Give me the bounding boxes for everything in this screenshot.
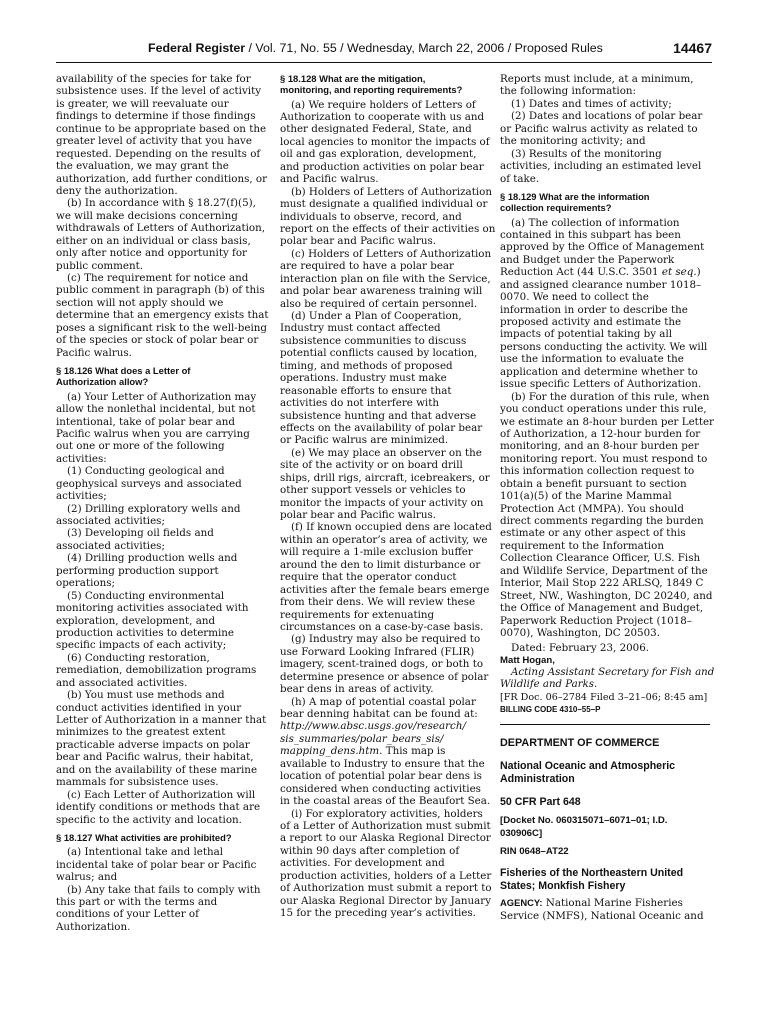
text-line: also be required of certain personnel.	[280, 297, 478, 310]
text-line: monitor the impacts of your activity on	[280, 496, 484, 509]
text-line: public comment in paragraph (b) of this	[56, 284, 265, 297]
text-line: impacts of potential taking by all	[500, 328, 673, 341]
fr-doc-line: [FR Doc. 06–2784 Filed 3–21–06; 8:45 am]	[500, 691, 708, 703]
rule-title-cont: States; Monkfish Fishery	[500, 880, 626, 893]
text-line: greater level of activity that you have	[56, 135, 252, 148]
text-line: in the coastal areas of the Beaufort Sea.	[280, 795, 491, 808]
text-line: will require a 1-mile exclusion buffer	[280, 546, 473, 559]
text-line: findings to determine if those findings	[56, 110, 256, 123]
text-line: (a) Intentional take and lethal	[67, 846, 224, 859]
italic-text: et seq.	[661, 266, 697, 279]
text-line: other designated Federal, State, and	[280, 123, 472, 136]
text-line: Paperwork Reduction Project (1018–	[500, 614, 692, 627]
text-line: information in order to describe the	[500, 303, 688, 316]
text-line: (b) You must use methods and	[67, 689, 225, 702]
text-line: activities do not interfere with	[280, 397, 439, 410]
text-line: or Pacific walrus activity as related to	[500, 122, 698, 135]
text-line: section will not apply should we	[56, 296, 224, 309]
text-line: specific impacts of each activity;	[56, 639, 227, 652]
text-line: (c) Holders of Letters of Authorization	[291, 247, 492, 260]
text-line: continue to be appropriate based on the	[56, 122, 267, 135]
text-line: performing production support	[56, 564, 219, 577]
text-line: Protection Act (MMPA). You should	[500, 502, 684, 515]
text-line: site of the activity or on board drill	[280, 459, 463, 472]
text-line: monitoring report. You must respond to	[500, 452, 708, 465]
section-heading: § 18.129 What are the information	[500, 190, 650, 202]
text-line: require that the operator conduct	[280, 571, 457, 584]
text-line: monitoring activities associated with	[56, 602, 249, 615]
text-line: estimate or any other aspect of this	[500, 527, 686, 540]
text-line: practicable adverse impacts on polar	[56, 738, 250, 751]
text-line: report on the effects of their activities on	[280, 222, 496, 235]
text-line: oil and gas exploration, development,	[280, 148, 477, 161]
text-line: requested. Depending on the results of	[56, 147, 261, 160]
text-line: activities after the female bears emerge	[280, 583, 490, 596]
text-line: activities, including an estimated level	[500, 160, 702, 173]
text-line: out one or more of the following	[56, 440, 225, 453]
text-line: exploration, development, and	[56, 614, 216, 627]
text-line: (c) The requirement for notice and	[67, 272, 249, 284]
text-line: available to Industry to ensure that the	[280, 757, 485, 770]
text-line: deny the authorization.	[56, 184, 178, 197]
text-line: (6) Conducting restoration,	[67, 651, 210, 664]
text-line: operations. Industry must make	[280, 372, 447, 385]
text-line: 15 for the preceding year’s activities.	[280, 907, 476, 920]
running-head	[148, 40, 603, 56]
text-line: Interior, Mail Stop 222 ARLSQ, 1849 C	[500, 577, 704, 590]
text-line: imagery, scent-trained dogs, or both to	[280, 658, 484, 671]
text-line: local agencies to monitor the impacts of	[280, 135, 490, 148]
text-line: Collection Clearance Officer, U.S. Fish	[500, 552, 701, 565]
agency-heading-cont: Administration	[500, 773, 575, 786]
text-line: remediation, demobilization programs	[56, 664, 257, 677]
text-line: Authorization to cooperate with us and	[280, 111, 485, 124]
text-line: and Pacific walrus.	[280, 173, 379, 186]
section-heading: § 18.126 What does a Letter of	[56, 365, 191, 377]
text-line: contained in this subpart has been	[500, 228, 681, 241]
text-line: must designate a qualified individual or	[280, 198, 488, 211]
text-line: Street, NW., Washington, DC 20240, and	[500, 589, 713, 602]
text-line: requirements for extenuating	[280, 608, 435, 621]
url-text: mapping_dens.htm	[280, 745, 380, 758]
text-line: poses a significant risk to the well-being	[56, 321, 267, 334]
agency-label: AGENCY:	[500, 897, 543, 909]
text-line	[280, 720, 483, 732]
text-line: timing, and methods of proposed	[280, 359, 453, 372]
text-line: and associated activities.	[56, 676, 188, 689]
text-span: . This map is	[379, 745, 446, 758]
text-line	[500, 266, 710, 278]
text-line: (e) We may place an observer on the	[291, 446, 482, 459]
text-line: direct comments regarding the burden	[500, 515, 704, 528]
text-line: (2) Drilling exploratory wells and	[67, 502, 241, 515]
text-line: incidental take of polar bear or Pacific	[56, 858, 257, 871]
issue-details: / Vol. 71, No. 55 / Wednesday, March 22, 2006 / Proposed Rules	[245, 41, 603, 55]
text-line: circumstances on a case-by-case basis.	[280, 620, 484, 633]
text-line: and Wildlife Service, Department of the	[500, 564, 708, 577]
text-line: availability of the species for take for	[56, 73, 251, 85]
text-span: Reduction Act (44 U.S.C. 3501	[500, 266, 662, 279]
text-line: of take.	[500, 172, 540, 185]
text-line: production activities to determine	[56, 626, 234, 639]
text-line: use the information to evaluate the	[500, 353, 684, 366]
department-heading: DEPARTMENT OF COMMERCE	[500, 737, 660, 750]
text-line: this part or with the terms and	[56, 896, 218, 909]
text-line: specific to the activity and location.	[56, 813, 242, 826]
text-line: requirement to the Information	[500, 539, 664, 552]
text-line: are required to have a polar bear	[280, 260, 454, 273]
text-line: application and determine whether to	[500, 365, 698, 378]
page-number: 14467	[673, 40, 712, 56]
billing-code: BILLING CODE 4310–55–P	[500, 705, 601, 715]
text-line: interaction plan on file with the Service,	[280, 272, 491, 285]
cfr-part: 50 CFR Part 648	[500, 796, 581, 809]
text-line: and production activities on polar bear	[280, 160, 484, 173]
text-line: Industry must contact affected	[280, 322, 441, 335]
text-line: (d) Under a Plan of Cooperation,	[291, 310, 462, 323]
text-line: (h) A map of potential coastal polar	[291, 695, 476, 708]
text-line: (a) We require holders of Letters of	[291, 98, 476, 111]
text-line	[280, 745, 483, 757]
text-line: subsistence hunting and that adverse	[280, 409, 477, 422]
agency-text: National Marine Fisheries	[542, 897, 683, 910]
text-line: (g) Industry may also be required to	[291, 633, 481, 646]
text-line: authorization, add further conditions, or	[56, 172, 268, 185]
text-line: operations;	[56, 577, 115, 590]
text-line: and Budget under the Paperwork	[500, 253, 675, 266]
url-text: http://www.absc.usgs.gov/research/	[280, 720, 466, 733]
text-line: a report to our Alaska Regional Director	[280, 832, 491, 845]
text-line: conduct activities identified in your	[56, 701, 242, 714]
text-line: persons conducting the activity. We will	[500, 340, 708, 353]
text-line: (5) Conducting environmental	[67, 589, 225, 602]
text-line: subsistence uses. If the level of activity	[56, 85, 262, 98]
text-line: (4) Drilling production wells and	[67, 552, 238, 565]
publication-name: Federal Register	[148, 41, 246, 55]
docket-number-cont: 030906C]	[500, 828, 543, 840]
text-line: geophysical surveys and associated	[56, 477, 242, 490]
text-line: effects on the availability of polar bear	[280, 421, 483, 434]
section-heading: § 18.127 What activities are prohibited?	[56, 831, 232, 843]
text-line: bear dens in areas of activity.	[280, 683, 434, 696]
text-line: minimizes to the greatest extent	[56, 726, 226, 739]
text-line: 0070. We need to collect the	[500, 291, 649, 304]
text-line: of a Letter of Authorization must submit	[280, 819, 491, 832]
text-line: proposed activity and estimate the	[500, 316, 682, 329]
signer-title-cont: Wildlife and Parks.	[500, 679, 598, 691]
agency-paragraph-cont: Service (NMFS), National Oceanic and	[500, 909, 704, 922]
text-line: around the den to limit disturbance or	[280, 558, 481, 571]
text-line: polar bear and Pacific walrus.	[280, 509, 437, 522]
page-header	[56, 40, 712, 60]
column-3-body	[500, 73, 714, 639]
text-line: and on the availability of these marine	[56, 763, 258, 776]
text-line: (3) Results of the monitoring	[511, 147, 662, 160]
document-separator	[500, 724, 710, 725]
text-line: other support vessels or vehicles to	[280, 484, 466, 497]
text-line: we estimate an 8-hour burden per Letter	[500, 415, 714, 428]
text-line: (b) Holders of Letters of Authorization	[291, 185, 492, 198]
text-line: the monitoring activity; and	[500, 135, 646, 148]
section-heading: Authorization allow?	[56, 376, 149, 388]
rin-number: RIN 0648–AT22	[500, 846, 569, 858]
header-rule	[56, 62, 712, 63]
text-line: of Authorization, a 12-hour burden for	[500, 427, 701, 440]
text-line: of Authorization must submit a report to	[280, 882, 492, 895]
text-line: we will make decisions concerning	[56, 209, 238, 222]
text-line: activities:	[56, 452, 107, 465]
text-line: Pacific walrus.	[56, 346, 132, 359]
text-line: is greater, we will reevaluate our	[56, 97, 229, 110]
text-line: (i) For exploratory activities, holders	[291, 807, 483, 820]
text-line: (c) Each Letter of Authorization will	[67, 788, 256, 801]
text-line: the evaluation, we may grant the	[56, 160, 229, 173]
text-line: mammals for subsistence uses.	[56, 776, 219, 789]
text-line: (a) Your Letter of Authorization may	[67, 390, 257, 403]
column-3	[500, 73, 715, 922]
text-line: reasonable efforts to ensure that	[280, 384, 452, 397]
text-line: within 90 days after completion of	[280, 844, 460, 857]
text-span: )	[696, 266, 701, 279]
text-line: considered when conducting activities	[280, 782, 481, 795]
text-line: monitoring, and an 8-hour burden per	[500, 440, 699, 453]
text-line: issue specific Letters of Authorization.	[500, 378, 702, 391]
text-line: within an operator’s area of activity, we	[280, 533, 488, 546]
text-line: withdrawals of Letters of Authorization,	[56, 222, 266, 235]
agency-paragraph	[500, 897, 710, 909]
text-line: only after notice and opportunity for	[56, 247, 247, 260]
text-line: approved by the Office of Management	[500, 241, 705, 254]
text-line: (b) For the duration of this rule, when	[511, 390, 710, 403]
signer-name: Matt Hogan,	[500, 654, 555, 666]
text-line: determine presence or absence of polar	[280, 670, 489, 683]
text-line: use Forward Looking Infrared (FLIR)	[280, 645, 475, 658]
text-line: (3) Developing oil fields and	[67, 527, 214, 540]
text-line: public comment.	[56, 259, 144, 272]
text-line: associated activities;	[56, 539, 165, 552]
text-line: location of potential polar bear dens is	[280, 770, 482, 783]
text-line: associated activities;	[56, 515, 165, 528]
text-line: Letter of Authorization in a manner that	[56, 714, 267, 727]
agency-heading: National Oceanic and Atmospheric	[500, 760, 676, 773]
text-line: and assigned clearance number 1018–	[500, 278, 702, 291]
text-line: activities. For development and	[280, 857, 445, 870]
text-line: (1) Conducting geological and	[67, 465, 225, 478]
text-line: or Pacific walrus are minimized.	[280, 434, 449, 447]
section-heading: § 18.128 What are the mitigation,	[280, 73, 426, 84]
text-line: identify conditions or methods that are	[56, 801, 261, 814]
text-line: obtain a benefit pursuant to section	[500, 477, 687, 490]
text-line: 0070), Washington, DC 20503.	[500, 626, 660, 639]
text-line: (a) The collection of information	[511, 216, 680, 229]
section-heading: collection requirements?	[500, 202, 612, 214]
text-line: (b) Any take that fails to comply with	[67, 883, 261, 896]
text-line: subsistence communities to discuss	[280, 334, 467, 347]
signer-title: Acting Assistant Secretary for Fish and	[511, 666, 715, 678]
text-line: (2) Dates and locations of polar bear	[511, 110, 703, 123]
text-line: allow the nonlethal incidental, but not	[56, 403, 256, 416]
text-line: (f) If known occupied dens are located	[291, 521, 492, 534]
text-line: intentional, take of polar bear and	[56, 415, 235, 428]
text-line: from their dens. We will review these	[280, 596, 476, 609]
text-line: you conduct operations under this rule,	[500, 403, 707, 416]
text-line: production activities, holders of a Letter	[280, 869, 492, 882]
text-line: bear denning habitat can be found at:	[280, 708, 478, 721]
text-line: the following information:	[500, 85, 637, 98]
column-2	[280, 73, 496, 920]
text-line: the Office of Management and Budget,	[500, 602, 704, 615]
text-line: and polar bear awareness training will	[280, 285, 483, 298]
text-line: Authorization.	[56, 920, 131, 933]
text-line: of the species or stock of polar bear or	[56, 334, 259, 347]
text-line: (b) In accordance with § 18.27(f)(5),	[67, 197, 256, 210]
docket-number: [Docket No. 060315071–6071–01; I.D.	[500, 815, 668, 827]
text-line: walrus; and	[56, 871, 118, 884]
text-line: (1) Dates and times of activity;	[511, 97, 672, 110]
dated-line: Dated: February 23, 2006.	[511, 642, 650, 655]
text-line: 101(a)(5) of the Marine Mammal	[500, 490, 672, 503]
rule-title: Fisheries of the Northeastern United	[500, 867, 684, 880]
text-line: this information collection request to	[500, 465, 695, 478]
text-line: activities;	[56, 490, 107, 503]
text-line: determine that an emergency exists that	[56, 309, 269, 322]
text-line: Reports must include, at a minimum,	[500, 73, 694, 85]
text-line: our Alaska Regional Director by January	[280, 894, 492, 907]
text-line: Pacific walrus when you are carrying	[56, 427, 250, 440]
text-line: conditions of your Letter of	[56, 908, 199, 921]
text-line: bear and Pacific walrus, their habitat,	[56, 751, 254, 764]
text-line: either on an individual or class basis,	[56, 234, 251, 247]
text-line: individuals to observe, record, and	[280, 210, 462, 223]
column-1	[56, 73, 269, 933]
section-heading: monitoring, and reporting requirements?	[280, 84, 463, 96]
text-line	[280, 733, 483, 745]
text-line: potential conflicts caused by location,	[280, 347, 478, 360]
url-text: sis_summaries/polar_bears_sis/	[280, 732, 444, 745]
text-line: ships, drill rigs, aircraft, icebreakers, or	[280, 471, 490, 484]
text-line: polar bear and Pacific walrus.	[280, 235, 437, 248]
